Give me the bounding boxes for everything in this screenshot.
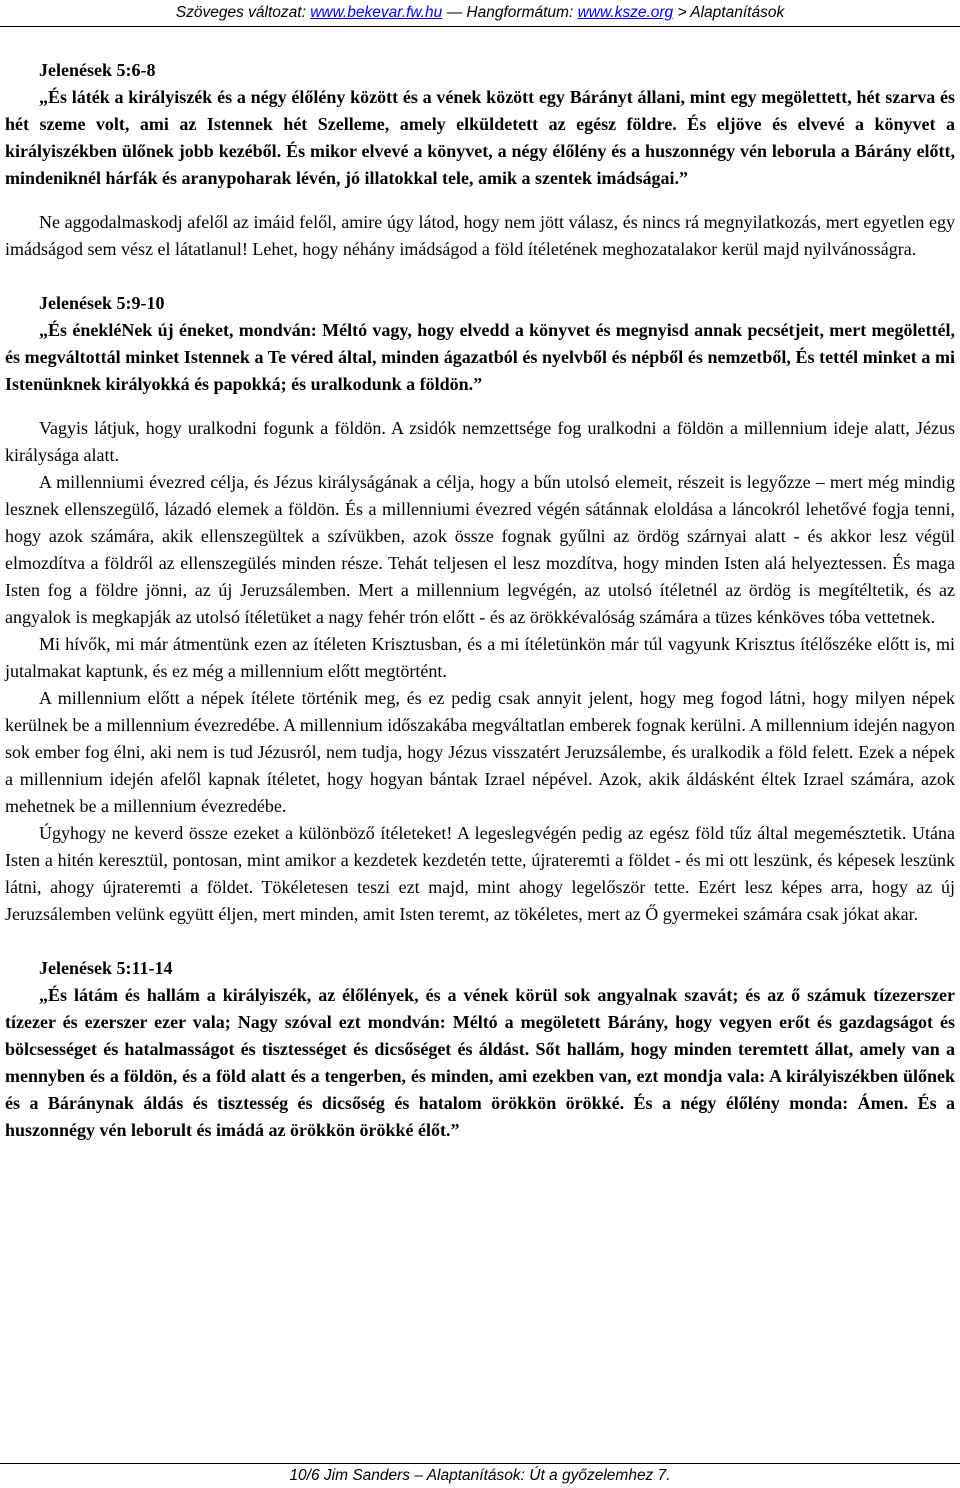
scripture-reference: Jelenések 5:11-14 — [39, 958, 173, 978]
bekevar-link[interactable]: www.bekevar.fw.hu — [310, 4, 443, 21]
commentary-paragraph: A millenniumi évezred célja, és Jézus királyságának a célja, hogy a bűn utolsó elemeit, részeit is legyőzze – mert még mindig lesznek ellenszegülő, lázadó elemek a földön. És a millenniumi évezred végén sátánnak eloldása a láncokról lehetővé fogja tenni, hogy azok számára, akik ellenszegültek a szívükben, azok össze fognak gyűlni az ördög szárnyai alatt - és akkor lesz végül elmozdítva a földről az ellenszegülés minden része. Tehát teljesen el lesz mozdítva, hogy minden Isten alá helyeztessen. És maga Isten fog a földre jönni, az új Jeruzsálemben. Mert a millennium legvégén, az utolsó ítéletnél az ördög is megítéltetik, és az angyalok is megkapják az utolsó ítéletüket a nagy fehér trón előtt - és az örökkévalóság számára a tüzes kénköves tóba vettetnek. — [5, 472, 955, 627]
commentary-paragraph: Mi hívők, mi már átmentünk ezen az ítéleten Krisztusban, és a mi ítéletünkön már túl vagyunk Krisztus ítélőszéke előtt is, mi jutalmakat kaptunk, és ez még a millennium előtt megtörtént. — [5, 634, 955, 681]
ksze-link[interactable]: www.ksze.org — [577, 4, 674, 21]
page-header — [0, 3, 960, 23]
footer-divider — [0, 1463, 960, 1464]
commentary-paragraph: A millennium előtt a népek ítélete történik meg, és ez pedig csak annyit jelent, hogy meg fogod látni, hogy milyen népek kerülnek be a millennium évezredébe. A millennium időszakába megváltatlan emberek fognak kerülni. A millennium idején nagyon sok ember fog élni, aki nem is tud Jézusról, nem tudja, hogy Jézus visszatért Jeruzsálembe, és uralkodik a föld felett. Ezek a népek a millennium idején afelől kapnak ítéletet, hogy hogyan bántak Izrael népével. Azok, akik áldásként éltek Izrael számára, azok mehetnek be a millennium évezredébe. — [5, 688, 955, 816]
header-prefix: Szöveges változat: — [175, 4, 311, 21]
scripture-quote: „És láték a királyiszék és a négy élőlény között és a vének között egy Bárányt állani, mint egy megölettett, hét szarva és hét szeme volt, ami az Istennek hét Szelleme, amely elküldetett az egész földre. És eljöve és elvevé a könyvet a királyiszékben ülőnek jobb kezéből. És mikor elvevé a könyvet, a négy élőlény és a huszonnégy vén leborula a Bárány előtt, mindeniknél hárfák és aranypoharak lévén, jó illatokkal tele, amik a szentek imádságai.” — [5, 87, 955, 188]
commentary-paragraph: Ne aggodalmaskodj afelől az imáid felől, amire úgy látod, hogy nem jött válasz, és nincs rá megnyilatkozás, mert egyetlen egy imádságod sem vész el látatlanul! Lehet, hogy néhány imádságod a föld ítéletének meghozatalakor kerül majd nyilvánosságra. — [5, 212, 955, 259]
commentary-paragraph: Úgyhogy ne keverd össze ezeket a különböző ítéleteket! A legeslegvégén pedig az egész föld tűz által megemésztetik. Utána Isten a hitén keresztül, pontosan, mint amikor a kezdetek kezdetén tette, újrateremti a földet - és mi ott leszünk, és képesek leszünk látni, ahogy újrateremti a földet. Tökéletesen teszi ezt majd, mint ahogy legelőször tette. Ezért lesz képes arra, hogy az új Jeruzsálemben velünk együtt éljen, mert minden, amit Isten teremt, az tökéletes, mert az Ő gyermekei számára csak jókat akar. — [5, 823, 955, 924]
page-footer: 10/6 Jim Sanders – Alaptanítások: Út a győzelemhez 7. — [289, 1467, 671, 1484]
scripture-quote: „És énekléNek új éneket, mondván: Méltó vagy, hogy elvedd a könyvet és megnyisd annak pecsétjeit, mert megölettél, és megváltottál minket Istennek a Te véred által, minden ágazatból és nyelvből és népből és nemzetből, És tettél minket a mi Istenünknek királyokká és papokká; és uralkodunk a földön.” — [5, 320, 955, 394]
header-suffix: > Alaptanítások — [673, 4, 785, 21]
scripture-quote: „És látám és hallám a királyiszék, az élőlények, és a vének körül sok angyalnak szavát; és az ő számuk tízezerszer tízezer és ezerszer ezer vala; Nagy szóval ezt mondván: Méltó a megöletett Bárány, hogy vegyen erőt és gazdagságot és bölcsességet és hatalmasságot és tisztességet és dicsőséget és áldást. Sőt hallám, hogy minden teremtett állat, amely van a mennyben és a földön, és a föld alatt és a tengerben, és minden, ami ezekben van, ezt mondja vala: A királyiszékben ülőnek és a Báránynak áldás és tisztesség és dicsőség és hatalom örökkön örökké. És a négy élőlény monda: Ámen. És a huszonnégy vén leborult és imádá az örökkön örökké élőt.” — [5, 985, 955, 1140]
scripture-reference: Jelenések 5:9-10 — [39, 293, 165, 313]
header-middle: — Hangformátum: — [442, 4, 578, 21]
scripture-reference: Jelenések 5:6-8 — [39, 60, 156, 80]
commentary-paragraph: Vagyis látjuk, hogy uralkodni fogunk a földön. A zsidók nemzettsége fog uralkodni a földön a millennium ideje alatt, Jézus királysága alatt. — [5, 418, 955, 465]
header-divider — [0, 26, 960, 27]
document-body — [5, 57, 955, 1144]
